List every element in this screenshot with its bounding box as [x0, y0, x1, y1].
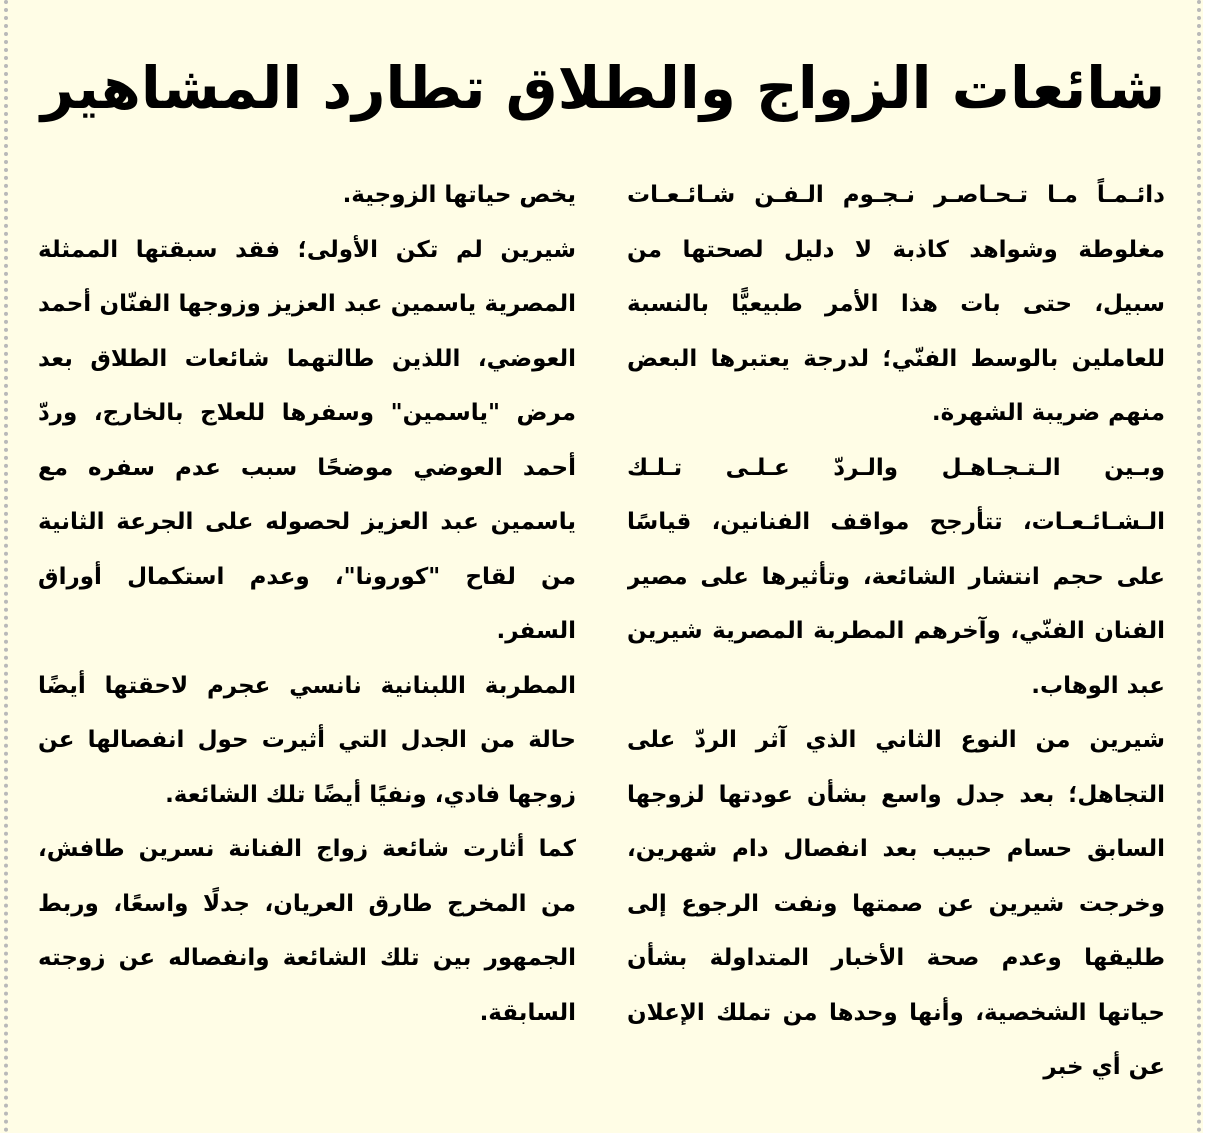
left-dotted-border: [4, 0, 8, 1133]
article-headline: شائعات الزواج والطلاق تطارد المشاهير: [40, 54, 1166, 122]
paragraph: شيرين من النوع الثاني الذي آثر الردّ على التجاهل؛ بعد جدل واسع بشأن عودتها لزوجها السابق حسام حبيب بعد انفصال دام شهرين، وخرجت شيرين عن صمتها ونفت الرجوع إلى طليقها وعدم صحة الأخبار المتداولة بشأن حياتها الشخصية، وأنها وحدها من تملك الإعلان عن أي خبر: [627, 727, 1165, 1080]
paragraph: وبـين الـتـجـاهـل والـردّ عـلـى تـلـك الـشـائـعـات، تتأرجح مواقف الفنانين، قياسًا على حجم انتشار الشائعة، وتأثيرها على مصير الفنان الفنّي، وآخرهم المطربة المصرية شيرين عبد الوهاب.: [627, 454, 1165, 699]
paragraph: يخص حياتها الزوجية.: [342, 182, 576, 208]
article-column-left: [38, 168, 576, 1118]
right-margin-strip: [1203, 0, 1213, 1133]
article-column-right: [627, 168, 1165, 1118]
paragraph: المطربة اللبنانية نانسي عجرم لاحقتها أيضًا حالة من الجدل التي أثيرت حول انفصالها عن زوجها فادي، ونفيًا أيضًا تلك الشائعة.: [38, 672, 576, 808]
paragraph: كما أثارت شائعة زواج الفنانة نسرين طافش، من المخرج طارق العريان، جدلًا واسعًا، وربط الجمهور بين تلك الشائعة وانفصاله عن زوجته السابقة.: [38, 836, 576, 1026]
right-dotted-border: [1197, 0, 1201, 1133]
paragraph: دائـمـاً مـا تـحـاصـر نـجـوم الـفـن شـائـعـات مغلوطة وشواهد كاذبة لا دليل لصحتها من سبيل، حتى بات هذا الأمر طبيعيًّا بالنسبة للعاملين بالوسط الفنّي؛ لدرجة يعتبرها البعض منهم ضريبة الشهرة.: [627, 182, 1165, 426]
paragraph: شيرين لم تكن الأولى؛ فقد سبقتها الممثلة المصرية ياسمين عبد العزيز وزوجها الفنّان أحمد العوضي، اللذين طالتهما شائعات الطلاق بعد مرض "ياسمين" وسفرها للعلاج بالخارج، وردّ أحمد العوضي موضحًا سبب عدم سفره مع ياسمين عبد العزيز لحصوله على الجرعة الثانية من لقاح "كورونا"، وعدم استكمال أوراق السفر.: [38, 236, 576, 644]
